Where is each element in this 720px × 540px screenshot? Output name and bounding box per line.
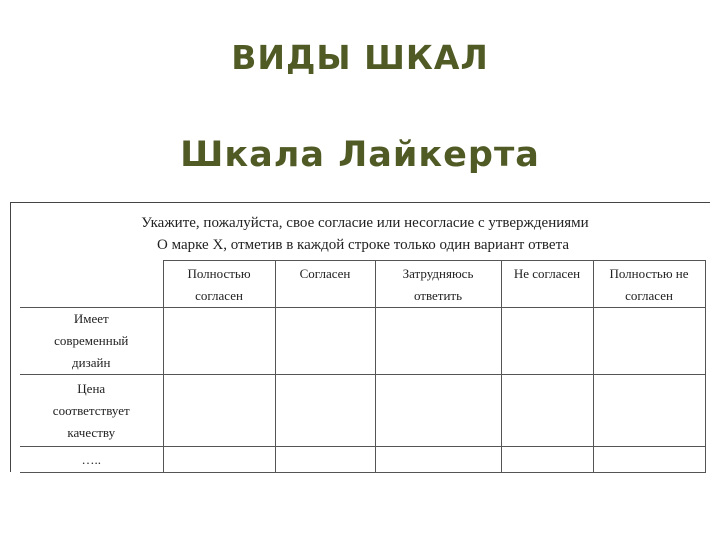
row-label-ellipsis xyxy=(20,447,163,473)
column-header-text: Не согласен xyxy=(513,266,581,281)
row-label-text: Имеет xyxy=(73,311,109,326)
slide-subtitle: Шкала Лайкерта xyxy=(180,135,540,175)
column-header-text: Согласен xyxy=(299,266,351,281)
column-header-undecided xyxy=(375,261,501,308)
answer-cell[interactable] xyxy=(275,447,375,473)
answer-cell[interactable] xyxy=(501,375,593,447)
answer-cell[interactable] xyxy=(593,375,705,447)
row-label-design xyxy=(20,308,163,375)
answer-cell[interactable] xyxy=(275,375,375,447)
column-header-disagree xyxy=(501,261,593,308)
row-label-text: качеству xyxy=(67,424,116,440)
row-label-text: соответствует xyxy=(52,402,130,418)
column-header-text: ответить xyxy=(413,288,463,303)
answer-cell[interactable] xyxy=(375,375,501,447)
row-label-text: дизайн xyxy=(72,355,111,370)
column-header-text: Полностью xyxy=(187,266,251,281)
column-header-text: согласен xyxy=(195,288,243,303)
column-header-text: Полностью не xyxy=(609,266,689,281)
answer-cell[interactable] xyxy=(275,308,375,375)
answer-cell[interactable] xyxy=(163,447,275,473)
answer-cell[interactable] xyxy=(593,447,705,473)
row-label-price xyxy=(20,375,163,447)
instruction-line-2: О марке Х, отметив в каждой строке только один вариант ответа xyxy=(157,237,569,253)
column-header-fully-disagree xyxy=(593,261,705,308)
table-row xyxy=(20,375,705,447)
answer-cell[interactable] xyxy=(375,447,501,473)
header-row xyxy=(20,261,705,308)
questionnaire-scan xyxy=(10,202,710,472)
table-row xyxy=(20,308,705,375)
row-label-text: Цена xyxy=(77,380,106,396)
instruction-line-1: Укажите, пожалуйста, свое согласие или несогласие с утверждениями xyxy=(141,215,589,231)
scan-border-top xyxy=(10,202,710,203)
answer-cell[interactable] xyxy=(501,308,593,375)
column-header-fully-agree xyxy=(163,261,275,308)
answer-cell[interactable] xyxy=(163,375,275,447)
answer-cell[interactable] xyxy=(593,308,705,375)
corner-cell xyxy=(20,261,163,308)
column-header-agree xyxy=(275,261,375,308)
row-label-text: современный xyxy=(54,333,129,348)
answer-cell[interactable] xyxy=(375,308,501,375)
column-header-text: согласен xyxy=(625,288,673,303)
row-label-text: ….. xyxy=(81,451,101,467)
answer-cell[interactable] xyxy=(163,308,275,375)
column-header-text: Затрудняюсь xyxy=(402,266,474,281)
likert-table xyxy=(20,260,706,473)
table-row xyxy=(20,447,705,473)
answer-cell[interactable] xyxy=(501,447,593,473)
slide-title: ВИДЫ ШКАЛ xyxy=(231,38,489,77)
